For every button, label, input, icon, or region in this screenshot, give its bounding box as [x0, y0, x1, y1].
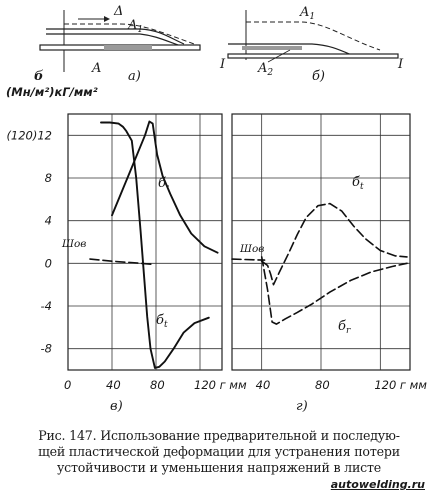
y-tick-label: 8 [44, 171, 52, 185]
sketch-b-base-plate [228, 54, 398, 58]
x-tick-label: 40 [255, 378, 271, 392]
x-tick-label: 0 [64, 378, 72, 392]
sketch-a-hatch-zone [104, 45, 152, 50]
sketch-b-hatch-strip [242, 46, 302, 50]
panel-g-weld-label: Шов [240, 243, 265, 255]
x-tick-label: 80 [150, 378, 165, 392]
sketch-a-a1-label: $A_1$ [128, 18, 144, 35]
panel-g-sigma-r-label: $б_r$ [338, 319, 351, 336]
sketch-b-i-left-label: I [220, 57, 226, 72]
sketch-b-a2-label: $A_2$ [258, 61, 274, 78]
series-line-шов [232, 259, 265, 260]
sketch-b-a1-label: $A_1$ [300, 5, 316, 22]
panel-v-sigma-t-label: $б_t$ [156, 313, 168, 330]
x-tick-label: 120 г мм [374, 378, 427, 392]
chart-panel-g [232, 114, 410, 370]
panel-v-sigma-label: б. [158, 176, 171, 191]
y-tick-label: -4 [40, 299, 52, 313]
sketch-a-delta-arrowhead [104, 16, 110, 22]
figure-caption [16, 428, 422, 476]
y-units-label: (Мн/м²)кГ/мм² [6, 85, 98, 99]
y-tick-labels [6, 128, 52, 355]
sketch-b-i-right-label: I [398, 57, 404, 72]
caption-line: устойчивости и уменьшения напряжений в листе [56, 460, 382, 475]
watermark-link[interactable]: autowelding.ru [330, 478, 425, 491]
sketch-a-caption: а) [128, 69, 141, 84]
sketch-a-b-label: б [34, 69, 44, 84]
sketch-b-deformed-line [246, 22, 380, 50]
panel-g-caption: г) [296, 399, 308, 414]
x-tick-labels [64, 378, 427, 392]
x-tick-label: 40 [106, 378, 121, 392]
sketch-b [219, 5, 404, 84]
x-tick-label: 80 [315, 378, 330, 392]
y-tick-label: 0 [44, 256, 52, 271]
panel-v-weld-label: Шов [62, 238, 87, 250]
series-line-б-t [262, 204, 407, 285]
x-tick-label: 120 г мм [194, 378, 247, 392]
series-line-б-t [101, 123, 209, 368]
series-line-б-r [262, 257, 407, 324]
panel-v-caption: в) [110, 399, 123, 414]
y-tick-label: (120)12 [6, 128, 52, 143]
chart-panel-v [68, 114, 222, 370]
sketch-a [34, 4, 200, 84]
caption-line: щей пластической деформации для устранения потери [38, 444, 400, 459]
caption-line: Рис. 147. Использование предварительной и последую- [38, 428, 400, 443]
y-tick-label: 4 [44, 213, 52, 228]
panel-g-sigma-t-label: $б_t$ [352, 175, 364, 192]
y-tick-label: -8 [40, 341, 52, 356]
sketch-a-a-label: A [92, 61, 102, 76]
sketch-b-caption: б) [312, 69, 326, 84]
sketch-a-delta-label: Δ [114, 4, 124, 19]
